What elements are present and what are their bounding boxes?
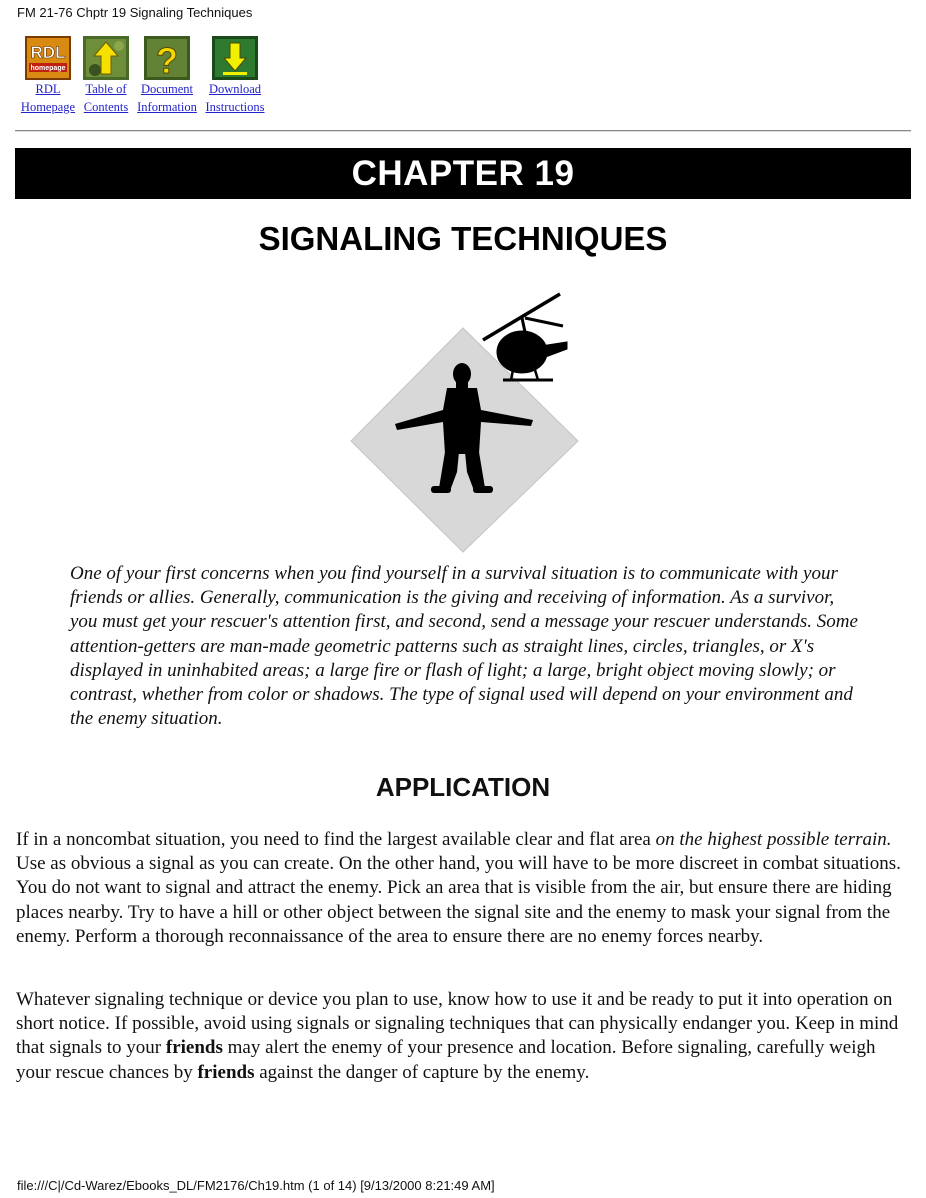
intro-paragraph: One of your first concerns when you find yourself in a survival situation is to communicate with your friends or allies. Generally, communication is the giving and receiving of information. As a survivor, you must get your rescuer's attention first, and second, send a message your rescuer understands. Some attention-getters are man-made geometric patterns such as straight lines, circles, triangles, or X's displayed in uninhabited areas; a large fire or flash of light; a large, bright object moving slowly; or contrast, whether from color or shadows. The type of signal used will depend on your environment and the enemy situation. xyxy=(70,563,858,730)
nav-label-line1: RDL xyxy=(35,82,61,96)
text-run: may alert the enemy of your presence and location. Before signaling, carefully weigh your rescue chances by xyxy=(16,1037,876,1083)
nav-label-line2: Instructions xyxy=(205,100,265,114)
nav-table-of-contents-link[interactable] xyxy=(79,36,133,116)
svg-text:homepage: homepage xyxy=(30,65,66,72)
bold-text: friends xyxy=(197,1061,255,1083)
question-mark-icon xyxy=(144,36,190,80)
text-run: against the danger of capture by the enemy. xyxy=(254,1061,590,1083)
nav-label-line2: Homepage xyxy=(20,100,76,114)
nav-bar xyxy=(17,36,269,116)
nav-label-line1: Document xyxy=(140,82,194,96)
print-header: FM 21-76 Chptr 19 Signaling Techniques xyxy=(17,5,253,20)
nav-label-line1: Table of xyxy=(85,82,127,96)
nav-download-instructions-link[interactable] xyxy=(201,36,269,116)
page-title: SIGNALING TECHNIQUES xyxy=(258,220,668,257)
chapter-banner: CHAPTER 19 xyxy=(15,148,911,199)
nav-document-information-link[interactable] xyxy=(133,36,201,116)
download-arrow-icon xyxy=(212,36,258,80)
rdl-logo-icon xyxy=(25,36,71,80)
print-footer: file:///C|/Cd-Warez/Ebooks_DL/FM2176/Ch19.htm (1 of 14) [9/13/2000 8:21:49 AM] xyxy=(17,1178,495,1193)
emphasis-text: on the highest possible terrain. xyxy=(655,829,892,850)
nav-label-line1: Download xyxy=(208,82,262,96)
up-arrow-icon xyxy=(83,36,129,80)
svg-text:RDL: RDL xyxy=(30,43,66,62)
horizontal-rule xyxy=(15,130,911,132)
nav-rdl-homepage-link[interactable] xyxy=(17,36,79,116)
svg-text:?: ? xyxy=(156,40,178,80)
text-run: Whatever signaling technique or device you plan to use, know how to use it and be ready to put it into operation on short notice. If possible, avoid using signals or signaling techniques that can physically endanger you. Keep in mind that signals to your xyxy=(16,989,899,1059)
text-run: If in a noncombat situation, you need to find the largest available clear and flat area xyxy=(16,829,656,850)
nav-label-line2: Contents xyxy=(83,100,129,114)
section-heading-application: APPLICATION xyxy=(375,772,551,802)
signaling-illustration xyxy=(345,288,585,558)
nav-label-line2: Information xyxy=(137,100,197,114)
body-paragraph-2 xyxy=(16,988,911,1085)
bold-text: friends xyxy=(165,1037,223,1059)
text-run: Use as obvious a signal as you can create. On the other hand, you will have to be more discreet in combat situations. You do not want to signal and attract the enemy. Pick an area that is visible from the air, but ensure there are hiding places nearby. Try to have a hill or other object between the signal site and the enemy to mask your signal from the enemy. Perform a thorough reconnaissance of the area to ensure there are no enemy forces nearby. xyxy=(16,853,901,947)
body-paragraph-1 xyxy=(16,828,911,949)
